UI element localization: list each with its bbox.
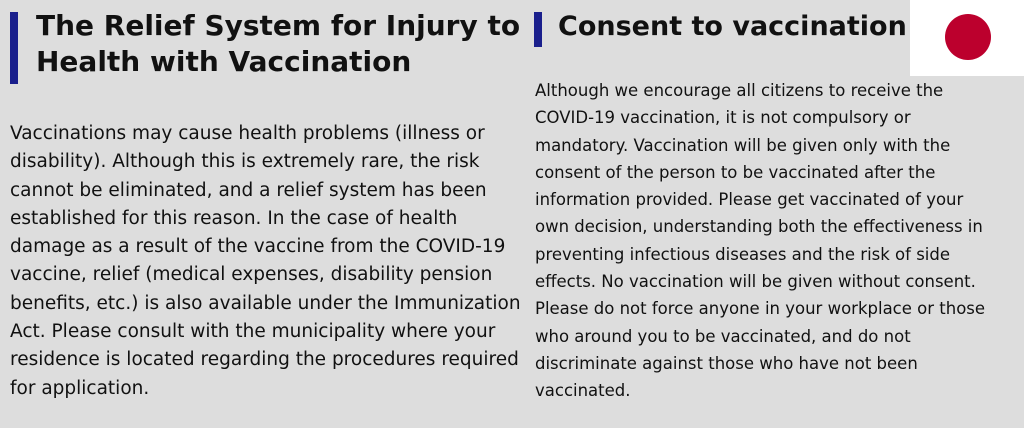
relief-heading-accent-bar [10, 12, 18, 84]
relief-system-body: Vaccinations may cause health problems (illness or disability). Although this is extremely rare, the risk cannot be eliminated, and a relief system has been established for this reason. In the case of health damage as a result of the vaccine from the COVID-19 vaccine, relief (medical expenses, disability pension benefits, etc.) is also available under the Immunization Act. Please consult with the municipality where your residence is located regarding the procedures required for application. [10, 123, 521, 399]
consent-heading: Consent to vaccination [558, 11, 907, 42]
flag-red-disc [945, 14, 991, 60]
relief-system-heading: The Relief System for Injury to Health with Vaccination [36, 9, 521, 78]
consent-heading-accent-bar [534, 12, 542, 47]
consent-body: Although we encourage all citizens to receive the COVID-19 vaccination, it is not compulsory or mandatory. Vaccination will be given only with the consent of the person to be vaccinated after the information provided. Please get vaccinated of your own decision, understanding both the effectiveness in preventing infectious diseases and the risk of side effects. No vaccination will be given without consent. Please do not force anyone in your workplace or those who around you to be vaccinated, and do not discriminate against those who have not been vaccinated. [535, 81, 986, 401]
